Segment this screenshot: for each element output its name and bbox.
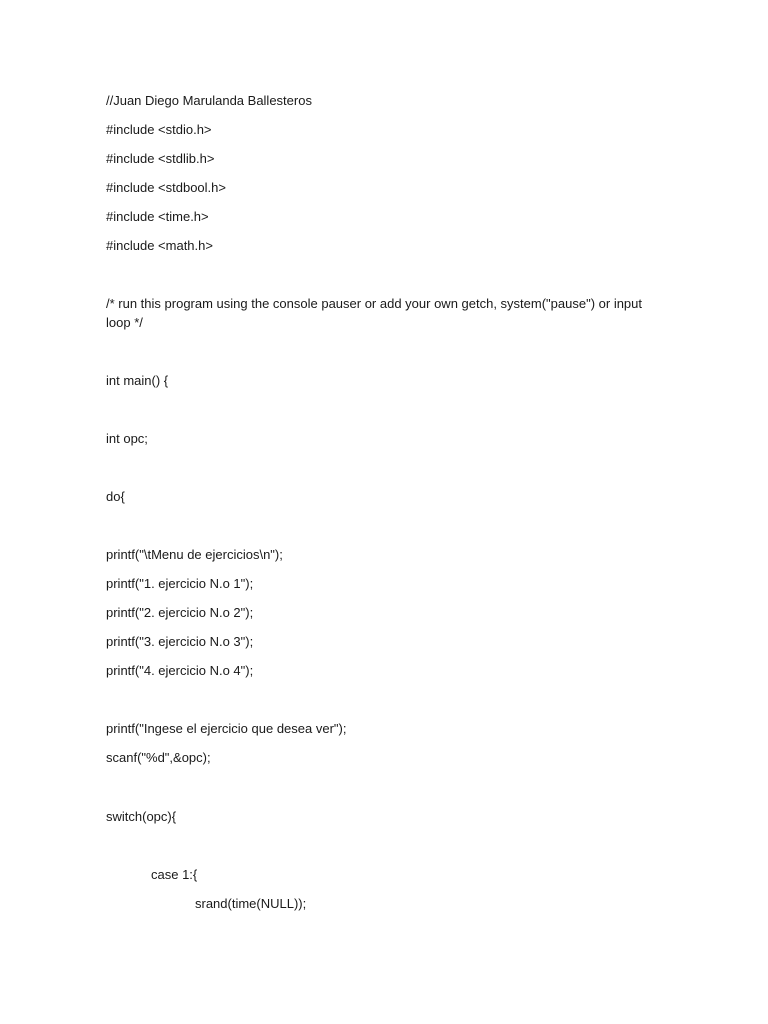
code-line-srand: srand(time(NULL)); (195, 896, 307, 911)
code-line-printf-menu: printf("\tMenu de ejercicios\n"); (106, 547, 283, 562)
code-line-include-stdlib: #include <stdlib.h> (106, 151, 215, 166)
code-line-scanf: scanf("%d",&opc); (106, 750, 211, 765)
code-line-main: int main() { (106, 373, 169, 388)
code-line-include-time: #include <time.h> (106, 209, 209, 224)
code-line-author-comment: //Juan Diego Marulanda Ballesteros (106, 93, 312, 108)
code-line-include-stdio: #include <stdio.h> (106, 122, 212, 137)
code-line-include-stdbool: #include <stdbool.h> (106, 180, 226, 195)
code-line-include-math: #include <math.h> (106, 238, 213, 253)
code-line-printf-1: printf("1. ejercicio N.o 1"); (106, 576, 254, 591)
code-line-do: do{ (106, 489, 125, 504)
code-line-printf-4: printf("4. ejercicio N.o 4"); (106, 663, 254, 678)
code-line-case-1: case 1:{ (151, 867, 198, 882)
code-line-comment-part1: /* run this program using the console pauser or add your own getch, system("pause") or input (106, 296, 643, 311)
code-line-comment-part2: loop */ (106, 315, 143, 330)
code-line-printf-2: printf("2. ejercicio N.o 2"); (106, 605, 254, 620)
code-line-printf-prompt: printf("Ingese el ejercicio que desea ver"); (106, 721, 347, 736)
code-line-switch: switch(opc){ (106, 809, 177, 824)
code-line-int-opc: int opc; (106, 431, 148, 446)
code-line-printf-3: printf("3. ejercicio N.o 3"); (106, 634, 254, 649)
